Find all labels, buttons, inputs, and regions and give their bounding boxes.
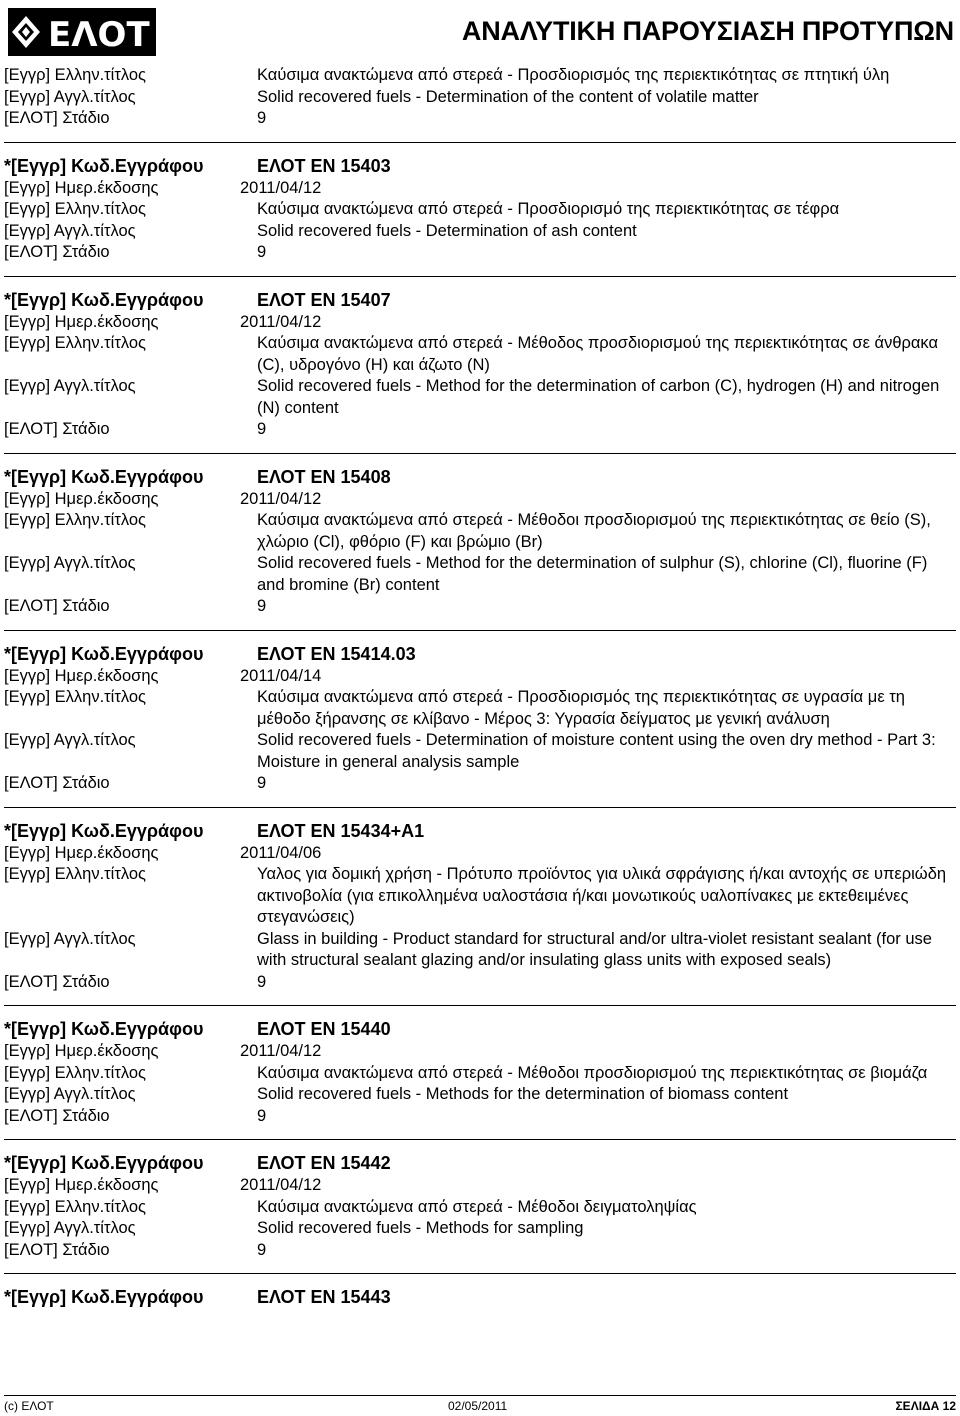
document-code: ΕΛΟΤ EN 15414.03: [257, 643, 416, 664]
stage-row: [4, 1106, 956, 1128]
field-label: [Εγγρ] Ημερ.έκδοσης: [4, 666, 159, 685]
english-title-row: [4, 376, 956, 419]
stage-row: [4, 108, 956, 130]
record: [4, 820, 956, 1007]
record: [4, 289, 956, 454]
field-label: [Εγγρ] Ελλην.τίτλος: [4, 688, 146, 706]
greek-title-row: [4, 65, 956, 87]
issue-date-row: [4, 666, 956, 688]
stage-value: 9: [257, 774, 267, 792]
stage-row: [4, 242, 956, 264]
issue-date-row: [4, 843, 956, 865]
english-title-row: [4, 87, 956, 109]
footer-date: 02/05/2011: [448, 1399, 508, 1413]
record-partial: [4, 65, 956, 143]
footer-copyright: (c) ΕΛΟΤ: [4, 1399, 54, 1413]
stage-row: [4, 596, 956, 618]
greek-title: Καύσιμα ανακτώμενα από στερεά - Μέθοδοι προσδιορισμού της περιεκτικότητας σε βιομάζα: [257, 1063, 928, 1082]
english-title-row: [4, 221, 956, 243]
document-code-row: [4, 820, 956, 843]
record-trailing: [4, 1286, 956, 1309]
issue-date-row: [4, 1175, 956, 1197]
stage-row: [4, 972, 956, 994]
document-code: ΕΛΟΤ EN 15434+A1: [257, 820, 425, 841]
field-label: *[Εγγρ] Κωδ.Εγγράφου: [4, 289, 204, 310]
issue-date: 2011/04/12: [240, 178, 322, 197]
field-label: [Εγγρ] Αγγλ.τίτλος: [4, 731, 136, 749]
field-label: [Εγγρ] Ελλην.τίτλος: [4, 200, 146, 218]
field-label: [Εγγρ] Ελλην.τίτλος: [4, 66, 146, 84]
english-title-row: [4, 730, 956, 773]
elot-logo: [8, 8, 156, 56]
issue-date: 2011/04/12: [240, 1176, 322, 1194]
record: [4, 643, 956, 808]
record: [4, 466, 956, 631]
field-label: [Εγγρ] Αγγλ.τίτλος: [4, 1219, 136, 1237]
document-code: ΕΛΟΤ EN 15440: [257, 1019, 391, 1039]
page-header: [0, 0, 960, 62]
document-code: ΕΛΟΤ EN 15442: [257, 1153, 391, 1173]
stage-value: 9: [257, 243, 267, 261]
issue-date: 2011/04/14: [240, 666, 322, 685]
field-label: [Εγγρ] Ελλην.τίτλος: [4, 1197, 146, 1216]
english-title: Solid recovered fuels - Determination of the content of volatile matter: [257, 87, 759, 106]
document-code: ΕΛΟΤ EN 15443: [257, 1287, 391, 1307]
english-title: Glass in building - Product standard for structural and/or ultra-violet resistant sealant (for use with structural sealant glazing and/or insulating glass units with exposed seals): [257, 929, 932, 969]
stage-row: [4, 419, 956, 441]
field-label: *[Εγγρ] Κωδ.Εγγράφου: [4, 1153, 204, 1173]
field-label: [ΕΛΟΤ] Στάδιο: [4, 109, 110, 127]
stage-value: 9: [257, 972, 267, 991]
report-title: ΑΝΑΛΥΤΙΚΗ ΠΑΡΟΥΣΙΑΣΗ ΠΡΟΤΥΠΩΝ: [461, 16, 954, 46]
field-label: [Εγγρ] Ημερ.έκδοσης: [4, 1176, 159, 1194]
issue-date-row: [4, 178, 956, 200]
greek-title-row: [4, 864, 956, 929]
greek-title: Καύσιμα ανακτώμενα από στερεά - Μέθοδοι προσδιορισμού της περιεκτικότητας σε θείο (S), χλώριο (Cl), φθόριο (F) και βρώμιο (Br): [257, 511, 931, 551]
issue-date-row: [4, 312, 956, 334]
greek-title-row: [4, 199, 956, 221]
issue-date: 2011/04/12: [240, 1042, 322, 1060]
stage-value: 9: [257, 597, 267, 615]
english-title: Solid recovered fuels - Method for the determination of sulphur (S), chlorine (Cl), fluorine (F) and bromine (Br) content: [257, 554, 928, 594]
field-label: [ΕΛΟΤ] Στάδιο: [4, 1106, 110, 1125]
field-label: [ΕΛΟΤ] Στάδιο: [4, 1240, 110, 1259]
greek-title: Καύσιμα ανακτώμενα από στερεά - Μέθοδος προσδιορισμού της περιεκτικότητας σε άνθρακα (C), υδρογόνο (H) και άζωτο (N): [257, 334, 939, 374]
issue-date: 2011/04/12: [240, 312, 322, 331]
document-code-row: [4, 155, 956, 178]
english-title: Solid recovered fuels - Determination of moisture content using the oven dry method - Part 3: Moisture in general analysis sample: [257, 731, 936, 771]
greek-title: Καύσιμα ανακτώμενα από στερεά - Προσδιορισμός της περιεκτικότητας σε πτητική ύλη: [257, 66, 890, 84]
greek-title-row: [4, 510, 956, 553]
field-label: [Εγγρ] Ημερ.έκδοσης: [4, 1042, 159, 1060]
footer-page-number: ΣΕΛΙΔΑ 12: [895, 1399, 956, 1413]
document-code-row: [4, 1152, 956, 1175]
record: [4, 1018, 956, 1140]
document-code: ΕΛΟΤ EN 15407: [257, 289, 391, 310]
document-code: ΕΛΟΤ EN 15403: [257, 155, 391, 176]
field-label: [Εγγρ] Ελλην.τίτλος: [4, 865, 146, 883]
issue-date: 2011/04/06: [240, 843, 322, 862]
record: [4, 155, 956, 277]
document-code-row: [4, 1018, 956, 1041]
document-code-row: [4, 289, 956, 312]
issue-date: 2011/04/12: [240, 489, 322, 508]
record: [4, 1152, 956, 1274]
stage-row: [4, 1240, 956, 1262]
field-label: [ΕΛΟΤ] Στάδιο: [4, 972, 110, 991]
logo-lettering: ΕΛΟΤ: [48, 15, 150, 55]
field-label: [Εγγρ] Ημερ.έκδοσης: [4, 843, 159, 862]
stage-value: 9: [257, 1106, 267, 1125]
greek-title: Υαλος για δομική χρήση - Πρότυπο προϊόντος για υλικά σφράγισης ή/και αντοχής σε υπεριώδη ακτινοβολία (για επικολλημένα υαλοστάσια ή/και μονωτικούς υαλοπίνακες με εκτεθειμένες στεγανώσεις): [257, 865, 947, 926]
issue-date-row: [4, 1041, 956, 1063]
standards-list: [4, 65, 956, 1309]
greek-title-row: [4, 687, 956, 730]
english-title-row: [4, 553, 956, 596]
document-code-row: [4, 643, 956, 666]
field-label: [ΕΛΟΤ] Στάδιο: [4, 243, 110, 261]
field-label: [Εγγρ] Αγγλ.τίτλος: [4, 87, 136, 106]
stage-value: 9: [257, 1240, 267, 1259]
field-label: [ΕΛΟΤ] Στάδιο: [4, 774, 110, 792]
greek-title: Καύσιμα ανακτώμενα από στερεά - Μέθοδοι δειγματοληψίας: [257, 1197, 697, 1216]
field-label: [Εγγρ] Αγγλ.τίτλος: [4, 377, 136, 395]
page-footer: [4, 1395, 956, 1416]
field-label: [ΕΛΟΤ] Στάδιο: [4, 597, 110, 615]
english-title-row: [4, 929, 956, 972]
english-title-row: [4, 1084, 956, 1106]
greek-title: Καύσιμα ανακτώμενα από στερεά - Προσδιορισμός της περιεκτικότητας σε υγρασία με τη μέθοδο ξήρανσης σε κλίβανο - Μέρος 3: Υγρασία δείγματος με γενική ανάλυση: [257, 688, 905, 728]
stage-row: [4, 773, 956, 795]
stage-value: 9: [257, 420, 267, 438]
document-code-row: [4, 1286, 956, 1309]
field-label: [ΕΛΟΤ] Στάδιο: [4, 420, 110, 438]
english-title: Solid recovered fuels - Methods for sampling: [257, 1219, 584, 1237]
field-label: *[Εγγρ] Κωδ.Εγγράφου: [4, 1287, 204, 1307]
english-title: Solid recovered fuels - Determination of ash content: [257, 221, 637, 240]
field-label: [Εγγρ] Ημερ.έκδοσης: [4, 178, 159, 197]
field-label: [Εγγρ] Αγγλ.τίτλος: [4, 1085, 136, 1103]
field-label: [Εγγρ] Ελλην.τίτλος: [4, 1063, 146, 1082]
field-label: *[Εγγρ] Κωδ.Εγγράφου: [4, 643, 204, 664]
field-label: [Εγγρ] Ελλην.τίτλος: [4, 334, 146, 352]
greek-title: Καύσιμα ανακτώμενα από στερεά - Προσδιορισμό της περιεκτικότητας σε τέφρα: [257, 200, 840, 218]
greek-title-row: [4, 1197, 956, 1219]
issue-date-row: [4, 489, 956, 511]
document-code: ΕΛΟΤ EN 15408: [257, 466, 391, 487]
document-code-row: [4, 466, 956, 489]
field-label: *[Εγγρ] Κωδ.Εγγράφου: [4, 820, 204, 841]
field-label: *[Εγγρ] Κωδ.Εγγράφου: [4, 1019, 204, 1039]
field-label: [Εγγρ] Αγγλ.τίτλος: [4, 221, 136, 240]
greek-title-row: [4, 333, 956, 376]
english-title-row: [4, 1218, 956, 1240]
english-title: Solid recovered fuels - Method for the determination of carbon (C), hydrogen (H) and nitrogen (N) content: [257, 377, 940, 417]
stage-value: 9: [257, 109, 267, 127]
field-label: [Εγγρ] Αγγλ.τίτλος: [4, 554, 136, 572]
field-label: [Εγγρ] Αγγλ.τίτλος: [4, 929, 136, 948]
field-label: *[Εγγρ] Κωδ.Εγγράφου: [4, 155, 204, 176]
field-label: [Εγγρ] Ημερ.έκδοσης: [4, 312, 159, 331]
greek-title-row: [4, 1063, 956, 1085]
field-label: *[Εγγρ] Κωδ.Εγγράφου: [4, 466, 204, 487]
english-title: Solid recovered fuels - Methods for the determination of biomass content: [257, 1085, 789, 1103]
field-label: [Εγγρ] Ημερ.έκδοσης: [4, 489, 159, 508]
field-label: [Εγγρ] Ελλην.τίτλος: [4, 511, 146, 529]
